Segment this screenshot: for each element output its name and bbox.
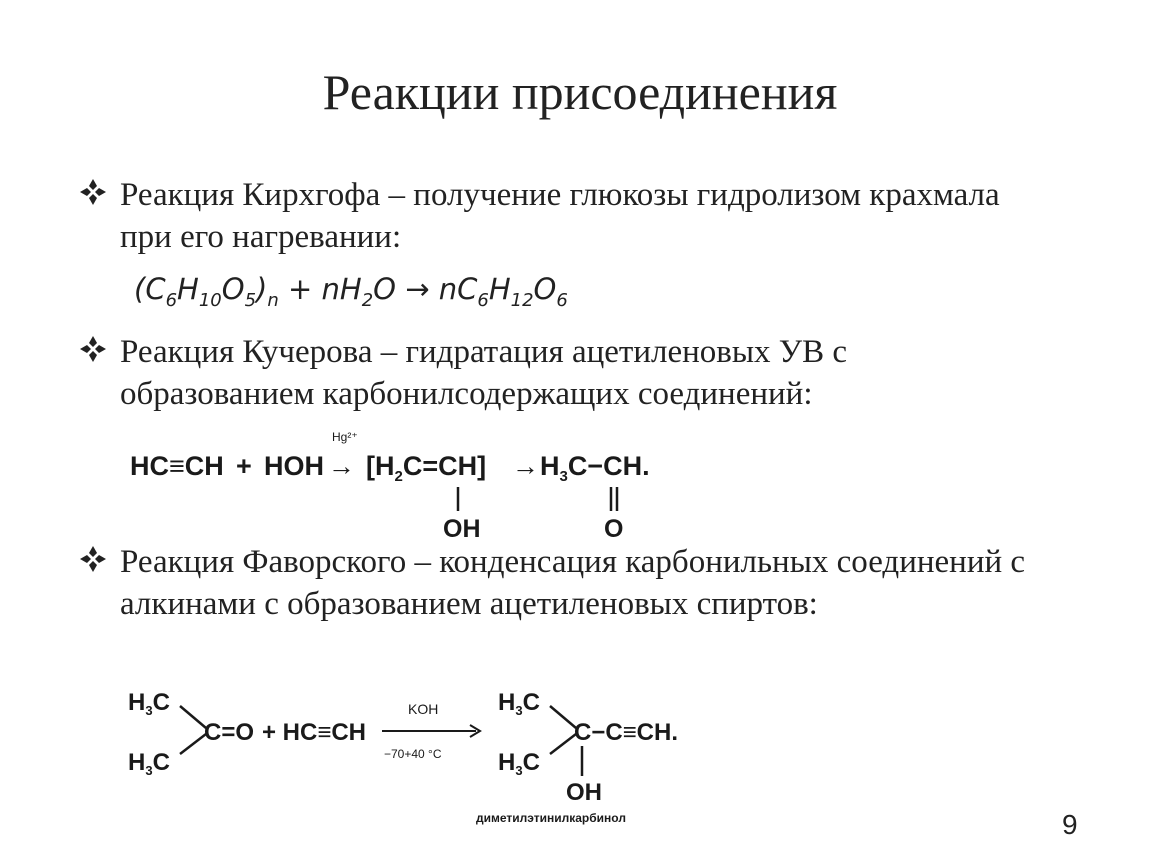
reaction-arrow: → bbox=[328, 451, 355, 481]
eq-part: O bbox=[221, 272, 245, 306]
bullet-text: Реакция Кирхгофа – получение глюкозы гидролизом крахмала при его нагревании: bbox=[120, 177, 1000, 255]
product-bond-bottom bbox=[550, 734, 576, 754]
bond-top bbox=[180, 706, 206, 728]
water-formula: HOH bbox=[264, 451, 324, 481]
carbonyl-group: C=O bbox=[204, 719, 255, 746]
reagent-label: KOH bbox=[408, 701, 439, 717]
methyl-group-bottom: $H_3C$ bbox=[128, 749, 170, 778]
diamond-bullet-icon bbox=[78, 544, 108, 574]
product-chain: C−C≡CH. bbox=[574, 719, 679, 746]
carbonyl-oxygen: O bbox=[604, 515, 624, 543]
conditions-label: −70+40 °C bbox=[384, 747, 442, 761]
product-hydroxyl: OH bbox=[566, 779, 602, 806]
eq-part: O bbox=[533, 272, 557, 306]
favorsky-equation bbox=[120, 680, 720, 830]
eq-sub: 10 bbox=[198, 289, 222, 311]
eq-part: ) bbox=[256, 272, 268, 306]
eq-part: H bbox=[488, 272, 511, 306]
eq-part: O → nC bbox=[373, 272, 478, 306]
diamond-bullet-icon bbox=[78, 177, 108, 207]
enol-formula: $[H_2C=CH]$ bbox=[366, 451, 487, 485]
slide-title: Реакции присоединения bbox=[322, 64, 838, 120]
page-number: 9 bbox=[1062, 809, 1078, 840]
eq-sub: 6 bbox=[477, 289, 489, 311]
acetaldehyde-formula: $H_3C-CH$. bbox=[540, 451, 650, 485]
eq-sub: 12 bbox=[510, 289, 534, 311]
eq-sub: 6 bbox=[556, 289, 568, 311]
eq-sub: 5 bbox=[244, 289, 257, 311]
eq-sub: n bbox=[267, 289, 279, 311]
methyl-group-top: $H_3C$ bbox=[128, 689, 170, 718]
diamond-bullet-icon bbox=[78, 334, 108, 364]
catalyst-label: Hg²⁺ bbox=[332, 430, 358, 444]
eq-part: (C bbox=[134, 272, 166, 306]
product-bond-top bbox=[550, 706, 576, 728]
bond-bottom bbox=[180, 734, 206, 754]
eq-part: H bbox=[177, 272, 199, 306]
product-methyl-top: $H_3C$ bbox=[498, 689, 540, 718]
eq-sub: 2 bbox=[361, 289, 374, 311]
bullet-text: Реакция Кучерова – гидратация ацетиленовых УВ с образованием карбонилсодержащих соединений: bbox=[120, 334, 848, 412]
enol-hydroxyl: OH bbox=[443, 515, 481, 543]
plus-sign: + bbox=[236, 451, 252, 481]
kucherov-equation bbox=[120, 425, 680, 545]
bullet-kirchhoff bbox=[78, 174, 1038, 258]
eq-sub: 6 bbox=[165, 289, 178, 311]
product-methyl-bottom: $H_3C$ bbox=[498, 749, 540, 778]
bullet-text: Реакция Фаворского – конденсация карбонильных соединений с алкинами с образованием ацетиленовых спиртов: bbox=[120, 544, 1026, 622]
product-name: диметилэтинилкарбинол bbox=[476, 811, 626, 825]
acetylene-reactant: + HC≡CH bbox=[262, 719, 367, 746]
acetylene-formula: HC≡CH bbox=[130, 451, 224, 481]
eq-part: + nH bbox=[278, 272, 362, 306]
kirchhoff-equation bbox=[134, 272, 568, 311]
bullet-favorsky bbox=[78, 541, 1038, 625]
bullet-kucherov bbox=[78, 331, 1038, 415]
reaction-arrow: → bbox=[512, 451, 539, 481]
